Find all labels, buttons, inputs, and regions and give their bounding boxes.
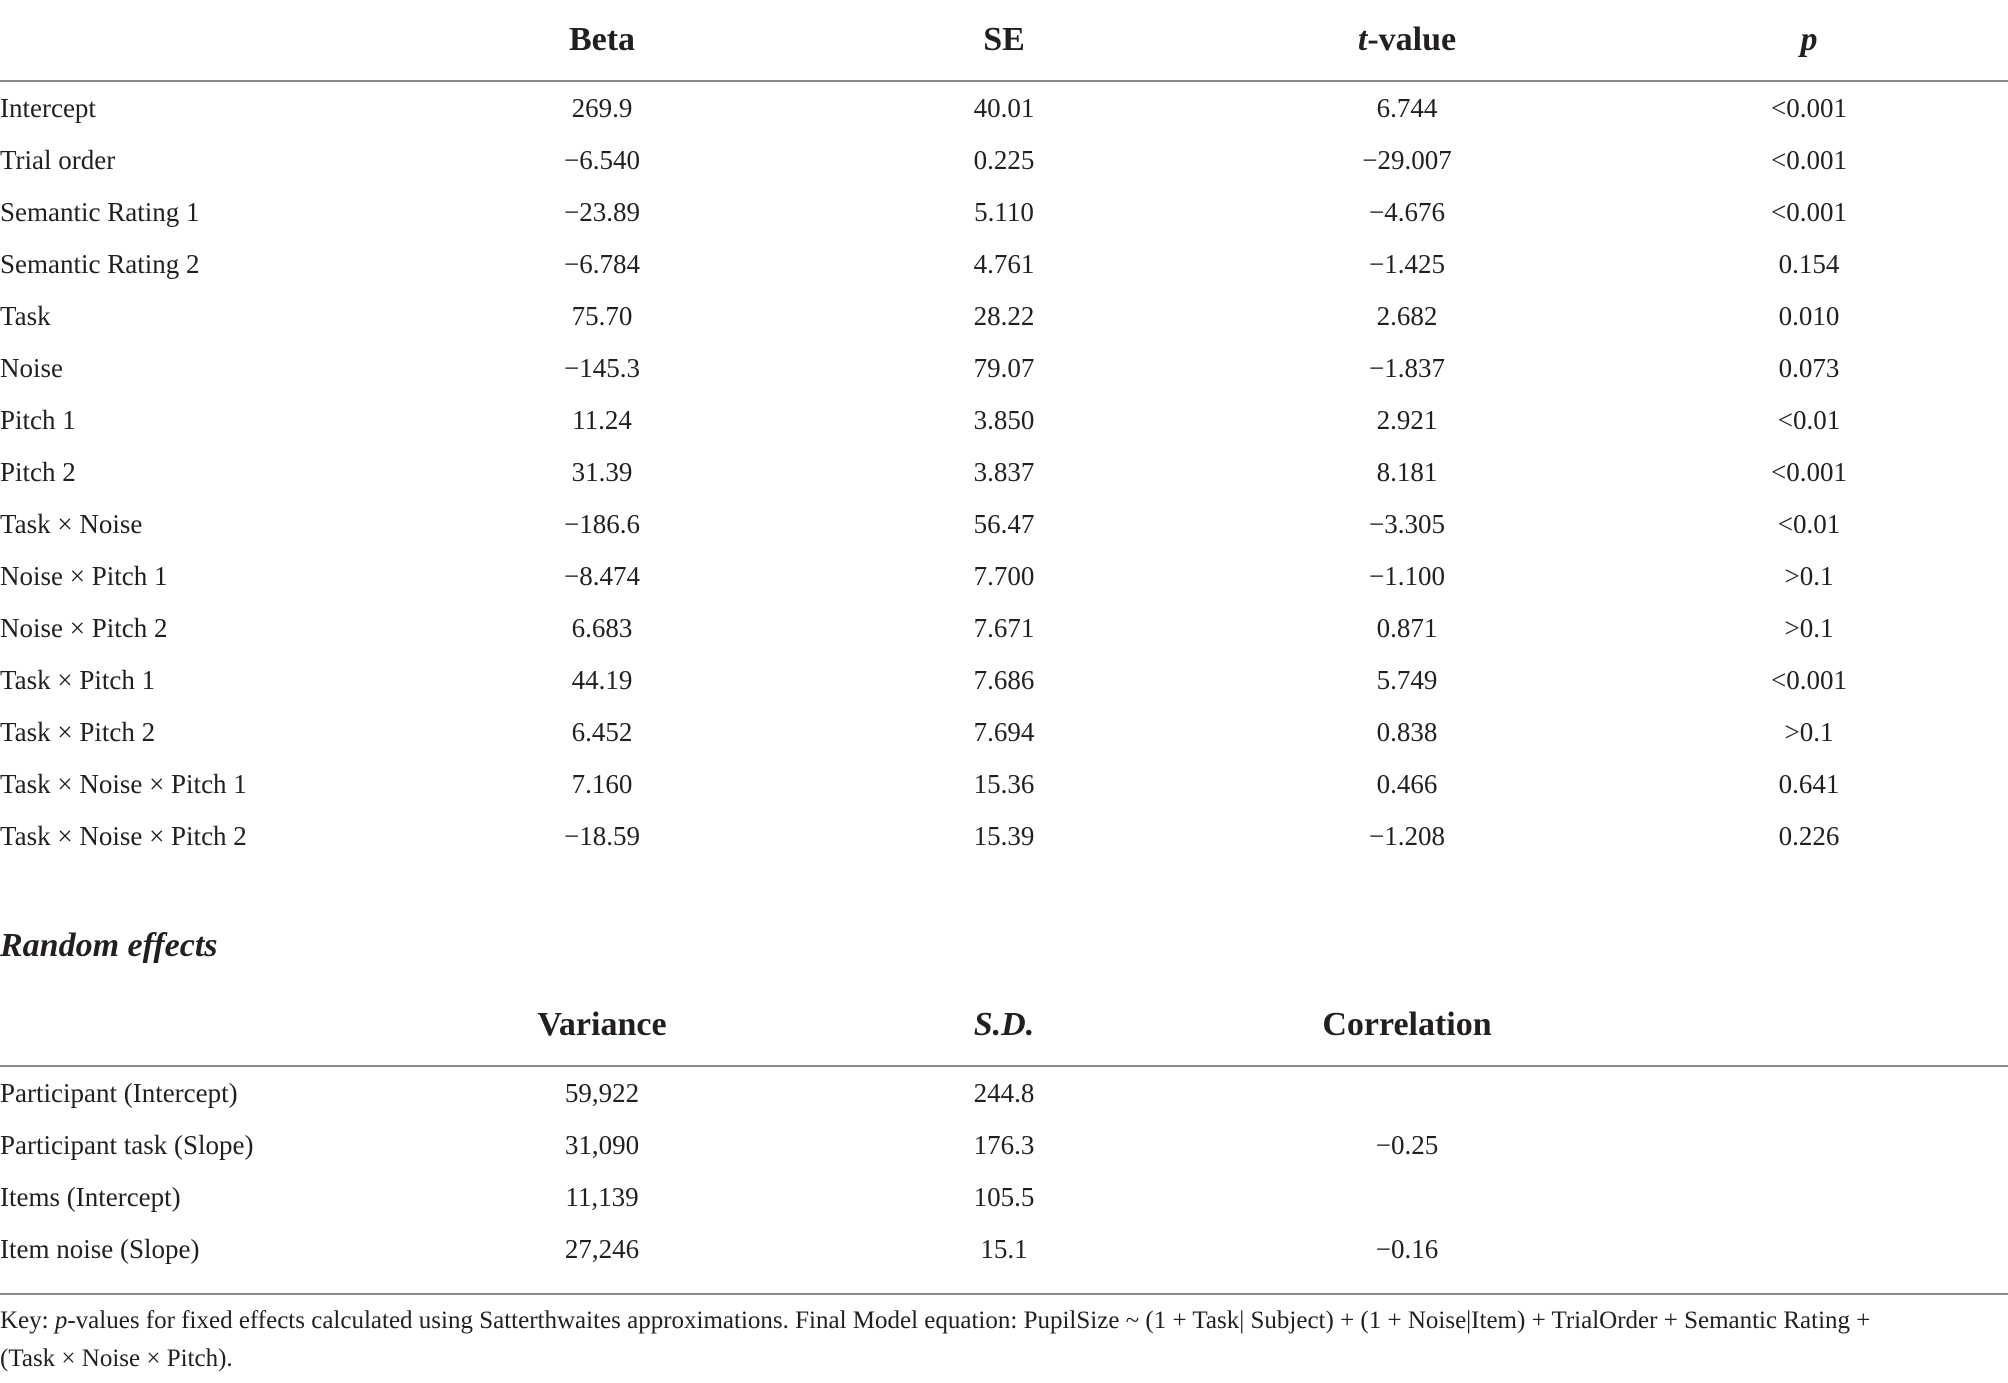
- cell-empty: [1610, 1066, 2008, 1119]
- table-row: [0, 550, 2008, 602]
- cell-term: Task × Noise × Pitch 2: [0, 820, 247, 851]
- header-value-suffix: -value: [1367, 21, 1457, 58]
- cell-term: Semantic Rating 1: [0, 196, 200, 227]
- header-blank: [0, 985, 400, 1066]
- cell-group: Items (Intercept): [0, 1181, 181, 1212]
- cell-se: 3.850: [973, 404, 1035, 435]
- cell-term: Task × Pitch 1: [0, 664, 156, 695]
- fixed-effects-body: [0, 81, 2008, 862]
- cell-empty: [1610, 1171, 2008, 1223]
- cell-se: 7.671: [973, 612, 1035, 643]
- cell-sd: 15.1: [980, 1233, 1028, 1264]
- footnote-prefix: Key:: [0, 1307, 55, 1334]
- cell-se: 5.110: [974, 196, 1034, 227]
- cell-p-value: <0.01: [1777, 508, 1841, 539]
- cell-p-value: 0.073: [1778, 352, 1840, 383]
- cell-term: Pitch 2: [0, 456, 76, 487]
- cell-term: Task: [0, 300, 51, 331]
- cell-p-value: 0.641: [1778, 768, 1840, 799]
- bottom-rule: [0, 1293, 2008, 1295]
- header-p: p: [1610, 0, 2008, 81]
- cell-beta: 269.9: [571, 92, 633, 123]
- cell-term: Noise × Pitch 2: [0, 612, 168, 643]
- cell-p-value: <0.001: [1771, 456, 1847, 487]
- cell-correlation: −0.16: [1375, 1233, 1439, 1264]
- cell-p-value: 0.226: [1778, 820, 1840, 851]
- cell-sd: 244.8: [973, 1077, 1035, 1108]
- cell-correlation: [1204, 1066, 1610, 1119]
- cell-p-value: <0.001: [1771, 664, 1847, 695]
- header-se: SE: [804, 0, 1204, 81]
- cell-se: 15.39: [973, 820, 1035, 851]
- cell-beta: −18.59: [564, 820, 640, 851]
- table-row: [0, 758, 2008, 810]
- cell-group: Participant task (Slope): [0, 1129, 254, 1160]
- header-blank: [0, 0, 400, 81]
- cell-correlation: [1204, 1171, 1610, 1223]
- random-effects-section: [0, 985, 2008, 1275]
- table-row: [0, 134, 2008, 186]
- cell-beta: −6.540: [564, 144, 640, 175]
- cell-t-value: −29.007: [1362, 144, 1452, 175]
- cell-beta: 31.39: [571, 456, 633, 487]
- cell-se: 7.686: [973, 664, 1035, 695]
- fixed-effects-header-row: [0, 0, 2008, 81]
- cell-se: 0.225: [973, 144, 1035, 175]
- cell-sd: 176.3: [973, 1129, 1035, 1160]
- table-row: [0, 1223, 2008, 1275]
- random-effects-body: [0, 1066, 2008, 1275]
- cell-beta: −6.784: [564, 248, 640, 279]
- cell-se: 28.22: [973, 300, 1035, 331]
- table-row: [0, 81, 2008, 134]
- cell-p-value: <0.001: [1771, 144, 1847, 175]
- cell-term: Intercept: [0, 92, 96, 123]
- cell-se: 40.01: [973, 92, 1035, 123]
- cell-term: Noise: [0, 352, 63, 383]
- cell-t-value: −1.425: [1369, 248, 1445, 279]
- cell-t-value: −3.305: [1369, 508, 1445, 539]
- cell-t-value: 0.838: [1376, 716, 1438, 747]
- cell-p-value: >0.1: [1784, 716, 1834, 747]
- cell-group: Item noise (Slope): [0, 1233, 200, 1264]
- cell-beta: 75.70: [571, 300, 633, 331]
- footnote-text: -values for fixed effects calculated using Satterthwaites approximations. Final Model equation: PupilSize ~ (1 + Task| Subject) + (1 + Noise|Item) + TrialOrder + Semantic Rating + (Task × Noise × Pitch).: [0, 1307, 1871, 1372]
- cell-variance: 27,246: [564, 1233, 640, 1264]
- cell-variance: 59,922: [564, 1077, 640, 1108]
- table-row: [0, 446, 2008, 498]
- cell-se: 7.700: [973, 560, 1035, 591]
- header-t-italic: t: [1357, 21, 1368, 58]
- table-row: [0, 1171, 2008, 1223]
- header-blank-2: [1610, 985, 2008, 1066]
- cell-p-value: <0.01: [1777, 404, 1841, 435]
- cell-p-value: <0.001: [1771, 92, 1847, 123]
- cell-group: Participant (Intercept): [0, 1077, 238, 1108]
- cell-se: 79.07: [973, 352, 1035, 383]
- cell-sd: 105.5: [973, 1181, 1035, 1212]
- cell-variance: 11,139: [565, 1181, 639, 1212]
- random-effects-title: Random effects: [0, 927, 218, 964]
- cell-p-value: >0.1: [1784, 560, 1834, 591]
- cell-t-value: 6.744: [1376, 92, 1438, 123]
- cell-beta: 6.683: [571, 612, 633, 643]
- header-variance: Variance: [400, 985, 804, 1066]
- header-t-value: [1204, 0, 1610, 81]
- cell-variance: 31,090: [564, 1129, 640, 1160]
- cell-correlation: −0.25: [1375, 1129, 1439, 1160]
- table-row: [0, 290, 2008, 342]
- cell-p-value: 0.154: [1778, 248, 1840, 279]
- table-row: [0, 342, 2008, 394]
- cell-se: 3.837: [973, 456, 1035, 487]
- cell-t-value: 0.466: [1376, 768, 1438, 799]
- cell-beta: 7.160: [571, 768, 633, 799]
- header-correlation: Correlation: [1204, 985, 1610, 1066]
- cell-t-value: −1.208: [1369, 820, 1445, 851]
- cell-t-value: −4.676: [1369, 196, 1445, 227]
- cell-term: Trial order: [0, 144, 116, 175]
- cell-t-value: −1.100: [1369, 560, 1445, 591]
- cell-empty: [1610, 1119, 2008, 1171]
- cell-term: Noise × Pitch 1: [0, 560, 168, 591]
- table-row: [0, 498, 2008, 550]
- cell-term: Semantic Rating 2: [0, 248, 200, 279]
- table-row: [0, 654, 2008, 706]
- table-row: [0, 1066, 2008, 1119]
- cell-t-value: 0.871: [1376, 612, 1438, 643]
- cell-se: 15.36: [973, 768, 1035, 799]
- cell-t-value: 5.749: [1376, 664, 1438, 695]
- random-effects-header-row: [0, 985, 2008, 1066]
- random-effects-table: [0, 985, 2008, 1275]
- cell-t-value: −1.837: [1369, 352, 1445, 383]
- cell-beta: 6.452: [571, 716, 633, 747]
- cell-t-value: 2.682: [1376, 300, 1438, 331]
- table-row: [0, 394, 2008, 446]
- cell-term: Task × Noise: [0, 508, 143, 539]
- cell-beta: −8.474: [564, 560, 640, 591]
- table-row: [0, 706, 2008, 758]
- table-row: [0, 602, 2008, 654]
- cell-beta: −23.89: [564, 196, 640, 227]
- table-row: [0, 186, 2008, 238]
- table-row: [0, 810, 2008, 862]
- header-sd: S.D.: [804, 985, 1204, 1066]
- cell-t-value: 2.921: [1376, 404, 1438, 435]
- cell-term: Pitch 1: [0, 404, 76, 435]
- cell-beta: −186.6: [564, 508, 640, 539]
- cell-t-value: 8.181: [1376, 456, 1438, 487]
- cell-se: 56.47: [973, 508, 1035, 539]
- table-row: [0, 1119, 2008, 1171]
- cell-p-value: >0.1: [1784, 612, 1834, 643]
- cell-se: 7.694: [973, 716, 1035, 747]
- table-row: [0, 238, 2008, 290]
- cell-se: 4.761: [973, 248, 1035, 279]
- footnote-p-italic: p: [54, 1307, 68, 1334]
- cell-term: Task × Noise × Pitch 1: [0, 768, 247, 799]
- cell-beta: 44.19: [571, 664, 633, 695]
- cell-empty: [1610, 1223, 2008, 1275]
- header-beta: Beta: [400, 0, 804, 81]
- table-footnote: [0, 1302, 1880, 1378]
- cell-beta: 11.24: [572, 404, 632, 435]
- cell-p-value: 0.010: [1778, 300, 1840, 331]
- cell-beta: −145.3: [564, 352, 640, 383]
- cell-term: Task × Pitch 2: [0, 716, 156, 747]
- cell-p-value: <0.001: [1771, 196, 1847, 227]
